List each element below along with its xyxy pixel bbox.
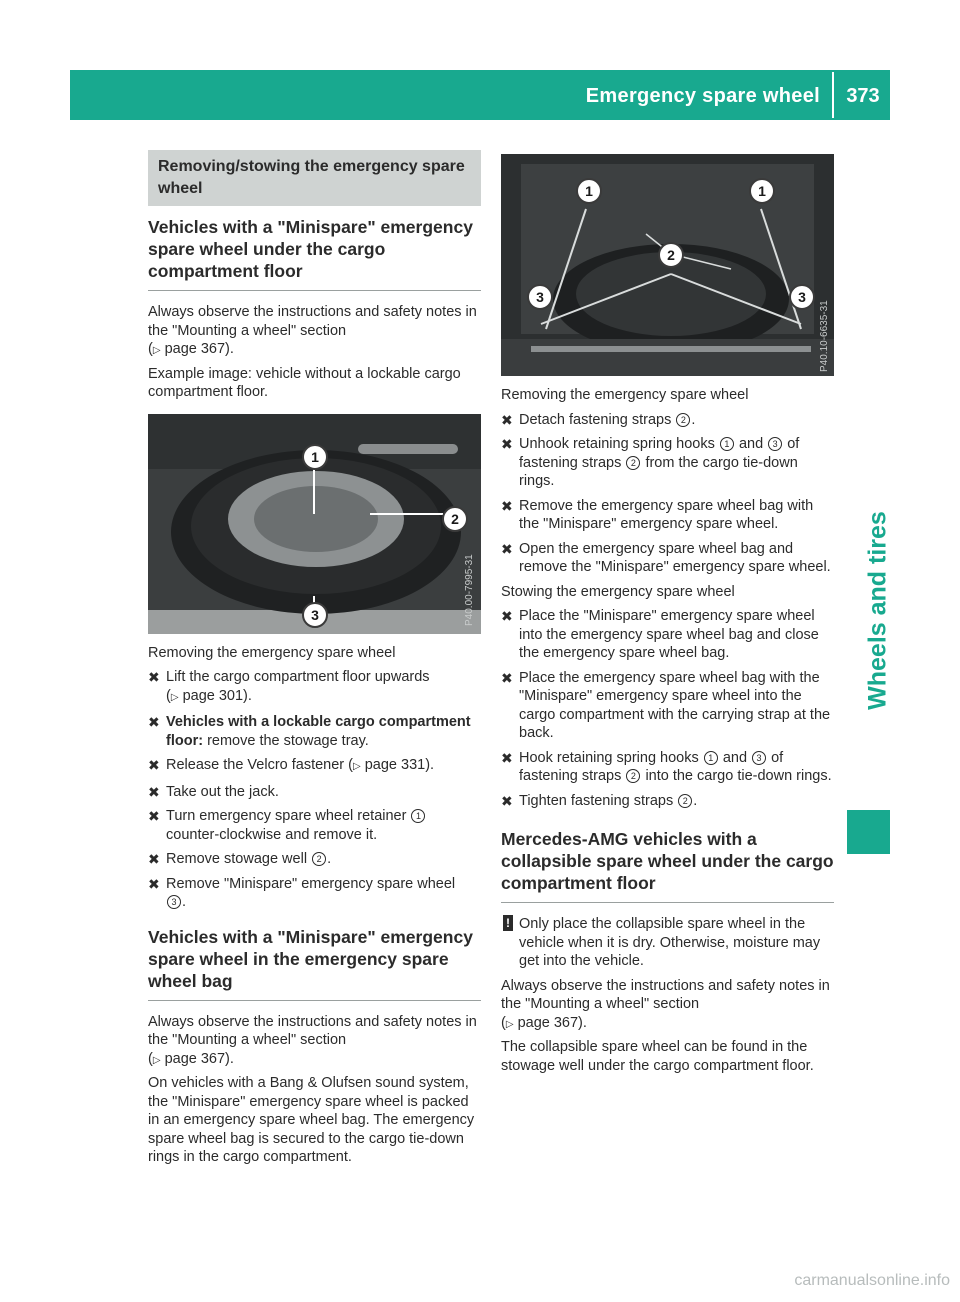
figure-spare-wheel-well <box>148 414 481 634</box>
step: ✖ Tighten fastening straps 2 . <box>501 792 698 809</box>
callout-1: 1 <box>704 751 718 765</box>
page-ref[interactable]: page 367). <box>517 1014 587 1031</box>
page-ref-icon: ▷ <box>152 345 161 356</box>
step: ✖ Remove "Minispare" emergency spare wheel 3 . <box>148 875 456 910</box>
callout-2: 2 <box>676 413 690 427</box>
step-marker-icon: ✖ <box>148 875 160 892</box>
callout-2: 2 <box>626 456 640 470</box>
page-ref-icon: ▷ <box>353 761 361 772</box>
step-marker-icon: ✖ <box>148 783 160 800</box>
step: ✖ Vehicles with a lockable cargo compartment floor: remove the stowage tray. <box>148 714 471 749</box>
footer-watermark: carmanualsonline.info <box>794 1272 950 1289</box>
callout-1: 1 <box>720 437 734 451</box>
page-ref[interactable]: page 301). <box>182 687 252 704</box>
step: ✖ Place the "Minispare" emergency spare wheel into the emergency spare wheel bag and close the emergency spare wheel bag. <box>501 608 819 661</box>
figure-code: P40.00-7995-31 <box>464 553 475 626</box>
step: ✖ Remove the emergency spare wheel bag with the "Minispare" emergency spare wheel. <box>501 497 814 532</box>
safety-note: Always observe the instructions and safety notes in the "Mounting a wheel" section (▷ page 367). <box>148 304 477 357</box>
step: ✖ Hook retaining spring hooks 1 and 3 of fastening straps 2 into the cargo tie-down rings. <box>501 749 832 784</box>
step: ✖ Remove stowage well 2 . <box>148 851 332 867</box>
figure-callout-1: 1 <box>302 444 328 470</box>
figure-code: P40.10-6635-31 <box>819 300 830 372</box>
warning-icon: ! <box>503 915 513 931</box>
callout-3: 3 <box>768 437 782 451</box>
removal-steps <box>148 668 481 912</box>
page-ref[interactable]: page 367). <box>164 1050 234 1067</box>
step-marker-icon: ✖ <box>148 757 160 773</box>
figure-caption: Removing the emergency spare wheel <box>148 644 396 661</box>
removal-steps-bag <box>501 411 834 577</box>
safety-note: Always observe the instructions and safety notes in the "Mounting a wheel" section (▷ page 367). <box>148 1013 477 1067</box>
step: ✖ Lift the cargo compartment floor upwards (▷ page 301). <box>148 669 430 704</box>
step: ✖ Unhook retaining spring hooks 1 and 3 of fastening straps 2 from the cargo tie-down rings. <box>501 436 800 489</box>
left-column <box>148 150 481 1171</box>
callout-2: 2 <box>678 794 692 808</box>
step-marker-icon: ✖ <box>148 714 160 730</box>
figure-callout-2: 2 <box>442 506 468 532</box>
step-marker-icon: ✖ <box>148 669 160 685</box>
step-marker-icon: ✖ <box>501 540 513 557</box>
collapsible-wheel-note: The collapsible spare wheel can be found in the stowage well under the cargo compartment floor. <box>501 1039 814 1074</box>
figure-callout-3: 3 <box>302 602 328 628</box>
subsection-heading-amg: Mercedes-AMG vehicles with a collapsible spare wheel under the cargo compartment floor <box>501 828 834 903</box>
subsection-heading-minispare-under-floor: Vehicles with a "Minispare" emergency spare wheel under the cargo compartment floor <box>148 216 481 291</box>
bang-olufsen-note: On vehicles with a Bang & Olufsen sound system, the "Minispare" emergency spare wheel is packed in an emergency spare wheel bag. The emergency spare wheel bag is secured to the cargo tie-down rings in the cargo compartment. <box>148 1075 475 1165</box>
callout-2: 2 <box>626 769 640 783</box>
page-ref-icon: ▷ <box>152 1054 161 1066</box>
side-tab-label: Wheels and tires <box>863 511 892 710</box>
figure-callout-3: 3 <box>789 284 815 310</box>
figure-spare-wheel-bag <box>501 154 834 376</box>
callout-2: 2 <box>312 852 326 866</box>
page-header-title: Emergency spare wheel <box>585 85 820 107</box>
callout-1: 1 <box>411 809 425 823</box>
figure-callout-3: 3 <box>527 284 553 310</box>
stowing-steps <box>501 607 834 810</box>
step: ✖ Release the Velcro fastener (▷ page 331). <box>148 757 435 773</box>
step-marker-icon: ✖ <box>148 851 160 867</box>
example-note: Example image: vehicle without a lockable cargo compartment floor. <box>148 365 461 400</box>
page-ref-icon: ▷ <box>505 1018 514 1030</box>
callout-3: 3 <box>752 751 766 765</box>
step-marker-icon: ✖ <box>148 808 160 824</box>
step: ✖ Detach fastening straps 2 . <box>501 411 696 428</box>
page-number: 373 <box>846 85 880 107</box>
step-marker-icon: ✖ <box>501 669 513 686</box>
right-column <box>501 150 834 1079</box>
side-tab-marker <box>847 810 890 854</box>
step-marker-icon: ✖ <box>501 749 513 766</box>
figure-callout-2: 2 <box>658 242 684 268</box>
step-marker-icon: ✖ <box>501 436 513 452</box>
step: ✖ Take out the jack. <box>148 783 279 800</box>
step-marker-icon: ✖ <box>501 608 513 624</box>
warning-note: ! Only place the collapsible spare wheel in the vehicle when it is dry. Otherwise, moisture may get into the vehicle. <box>501 915 834 971</box>
header-divider <box>832 72 834 118</box>
step: ✖ Turn emergency spare wheel retainer 1 counter-clockwise and remove it. <box>148 807 481 844</box>
callout-3: 3 <box>167 895 181 909</box>
step: ✖ Open the emergency spare wheel bag and remove the "Minispare" emergency spare wheel. <box>501 540 831 575</box>
subsection-heading-minispare-in-bag: Vehicles with a "Minispare" emergency spare wheel in the emergency spare wheel bag <box>148 926 481 1001</box>
page-ref-icon: ▷ <box>170 691 179 703</box>
section-title: Removing/stowing the emergency spare wheel <box>148 150 481 206</box>
step-marker-icon: ✖ <box>501 497 513 514</box>
figure-caption: Removing the emergency spare wheel <box>501 387 749 403</box>
safety-note: Always observe the instructions and safety notes in the "Mounting a wheel" section (▷ page 367). <box>501 977 830 1031</box>
figure-callout-1: 1 <box>749 178 775 204</box>
step-marker-icon: ✖ <box>501 411 513 428</box>
step: ✖ Place the emergency spare wheel bag with the "Minispare" emergency spare wheel into the cargo compartment with the carrying strap at the back. <box>501 669 831 741</box>
page-ref[interactable]: page 331). <box>364 757 435 773</box>
figure-callout-1: 1 <box>576 178 602 204</box>
stowing-caption: Stowing the emergency spare wheel <box>501 583 735 600</box>
step-marker-icon: ✖ <box>501 792 513 809</box>
page-ref[interactable]: page 367). <box>164 341 234 357</box>
